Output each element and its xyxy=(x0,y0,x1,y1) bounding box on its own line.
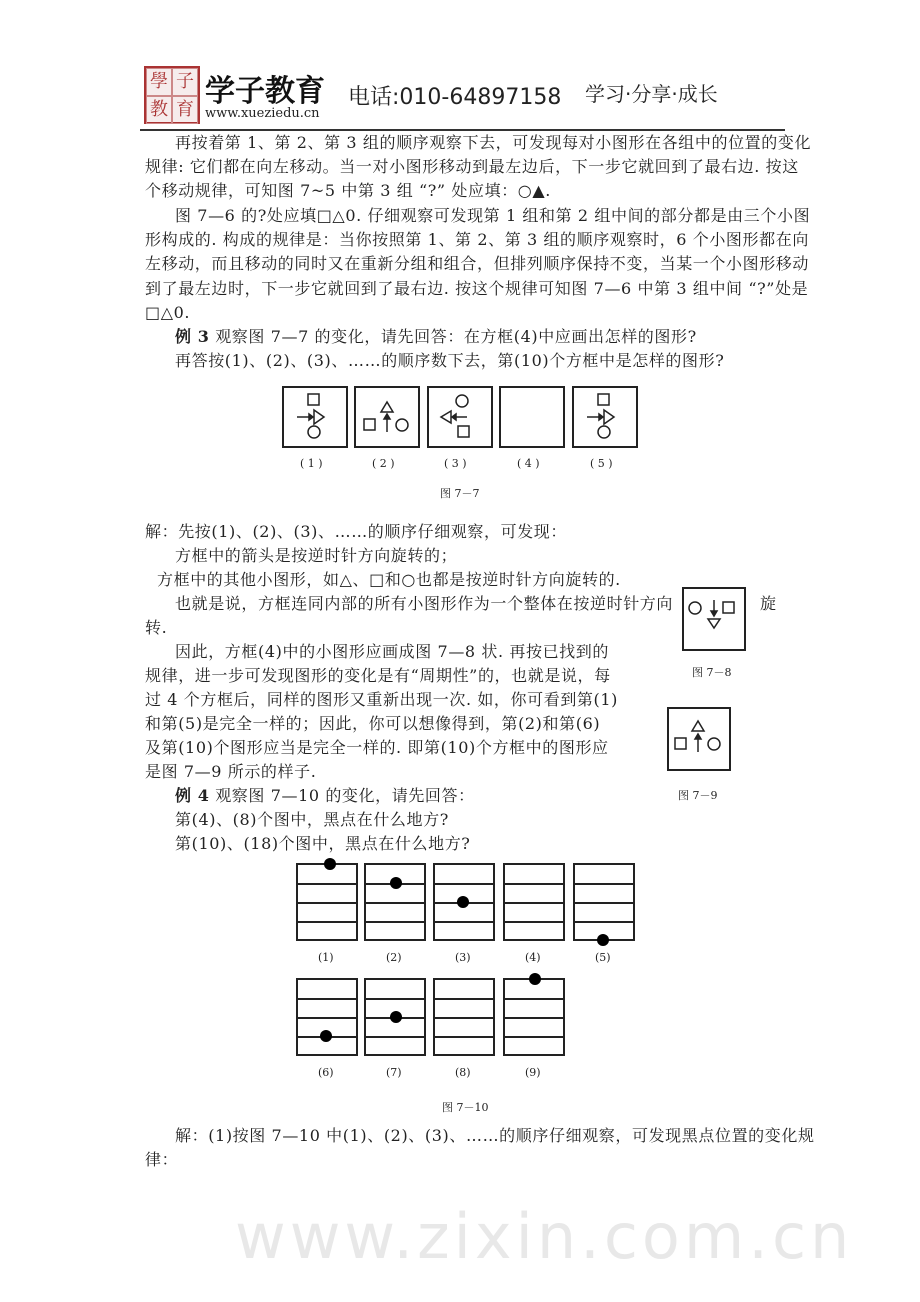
watermark: www.zixin.com.cn xyxy=(235,1200,854,1273)
fig78-caption: 图 7－8 xyxy=(692,666,732,679)
logo-char: 教 xyxy=(146,96,172,124)
grid-line xyxy=(505,998,563,1000)
fig710-grid xyxy=(364,978,426,1056)
grid-line xyxy=(298,921,356,923)
text-line: 规律: 它们都在向左移动。当一对小图形移动到最左边后，下一步它就回到了最右边. 按这 xyxy=(145,157,799,176)
text-line: 图 7—6 的?处应填□△0. 仔细观察可发现第 1 组和第 2 组中间的部分都是由三个小图 xyxy=(175,206,811,225)
fig710-caption: 图 7－10 xyxy=(442,1101,489,1114)
black-dot xyxy=(529,973,541,985)
grid-line xyxy=(505,902,563,904)
text-line: 个移动规律，可知图 7~5 中第 3 组 “?” 处应填：○▲. xyxy=(145,181,551,200)
grid-line xyxy=(298,998,356,1000)
fig77-label: ( 3 ) xyxy=(444,457,467,470)
black-dot xyxy=(597,934,609,946)
logo-char: 育 xyxy=(172,96,198,124)
text-line: 方框中的箭头是按逆时针方向旋转的； xyxy=(175,546,458,565)
grid-line xyxy=(435,998,493,1000)
phone: 电话:010-64897158 xyxy=(348,85,562,110)
grid-line xyxy=(366,1036,424,1038)
fig77-box-2 xyxy=(355,387,419,447)
fig77-box-4 xyxy=(500,387,564,447)
fig77-box-5 xyxy=(573,387,637,447)
grid-line xyxy=(298,902,356,904)
black-dot xyxy=(320,1030,332,1042)
header-divider xyxy=(140,129,785,131)
text-line: 再按着第 1、第 2、第 3 组的顺序观察下去，可发现每对小图形在各组中的位置的变化 xyxy=(175,133,812,152)
figure-7-8 xyxy=(681,586,749,654)
text: 观察图 7—7 的变化，请先回答：在方框(4)中应画出怎样的图形? xyxy=(215,327,697,346)
text-line: 过 4 个方框后，同样的图形又重新出现一次. 如，你可看到第(1) xyxy=(145,690,618,709)
grid-line xyxy=(366,902,424,904)
text-line: 方框中的其他小图形，如△、□和○也都是按逆时针方向旋转的. xyxy=(157,570,621,589)
text-line: 形构成的. 构成的规律是：当你按照第 1、第 2、第 3 组的顺序观察时，6 个小图形都在向 xyxy=(145,230,809,249)
fig77-box-1 xyxy=(283,387,347,447)
logo-char: 子 xyxy=(172,68,198,96)
fig710-label: (3) xyxy=(455,951,471,964)
fig77-label: ( 2 ) xyxy=(372,457,395,470)
grid-line xyxy=(505,883,563,885)
black-dot xyxy=(390,1011,402,1023)
grid-line xyxy=(366,921,424,923)
brand-url: www.xueziedu.cn xyxy=(205,106,320,121)
fig710-grid xyxy=(503,978,565,1056)
fig77-caption: 图 7－7 xyxy=(440,487,480,500)
figure-7-7 xyxy=(280,384,640,452)
fig710-grid xyxy=(433,863,495,941)
fig77-box-3 xyxy=(428,387,492,447)
fig79-caption: 图 7－9 xyxy=(678,789,718,802)
text-line: 旋 xyxy=(760,594,777,613)
fig77-label: ( 1 ) xyxy=(300,457,323,470)
fig710-grid xyxy=(296,978,358,1056)
grid-line xyxy=(575,883,633,885)
fig710-label: (6) xyxy=(318,1066,334,1079)
grid-line xyxy=(435,921,493,923)
example-4-question xyxy=(175,786,475,806)
grid-line xyxy=(435,1017,493,1019)
text: 观察图 7—10 的变化，请先回答： xyxy=(215,786,475,805)
text-line: 也就是说，方框连同内部的所有小图形作为一个整体在按逆时针方向 xyxy=(175,594,674,613)
slogan: 学习·分享·成长 xyxy=(585,82,718,106)
black-dot xyxy=(390,877,402,889)
text-line: 律： xyxy=(145,1150,179,1169)
fig710-grid xyxy=(296,863,358,941)
text-line: 规律，进一步可发现图形的变化是有“周期性”的，也就是说，每 xyxy=(145,666,611,685)
fig710-grid xyxy=(573,863,635,941)
fig710-label: (7) xyxy=(386,1066,402,1079)
fig710-label: (8) xyxy=(455,1066,471,1079)
logo-char: 學 xyxy=(146,68,172,96)
grid-line xyxy=(575,902,633,904)
text-line: 和第(5)是完全一样的；因此，你可以想像得到，第(2)和第(6) xyxy=(145,714,601,733)
text-line: 到了最左边时，下一步它就回到了最右边. 按这个规律可知图 7—6 中第 3 组中间 “?”处是 xyxy=(145,279,809,298)
text-line: 及第(10)个图形应当是完全一样的. 即第(10)个方框中的图形应 xyxy=(145,738,609,757)
figure-7-9 xyxy=(666,706,734,774)
text-line: 转. xyxy=(145,618,168,637)
text-line: 左移动，而且移动的同时又在重新分组和组合，但排列顺序保持不变，当某一个小图形移动 xyxy=(145,254,810,273)
grid-line xyxy=(505,921,563,923)
text-line: 是图 7—9 所示的样子. xyxy=(145,762,317,781)
grid-line xyxy=(435,1036,493,1038)
brand-name: 学子教育 xyxy=(205,74,325,109)
grid-line xyxy=(298,883,356,885)
grid-line xyxy=(505,1017,563,1019)
example-label: 例 4 xyxy=(175,786,210,805)
fig710-label: (2) xyxy=(386,951,402,964)
grid-line xyxy=(298,1017,356,1019)
grid-line xyxy=(435,883,493,885)
fig710-label: (9) xyxy=(525,1066,541,1079)
fig710-grid xyxy=(433,978,495,1056)
grid-line xyxy=(505,1036,563,1038)
text-line: 第(10)、(18)个图中，黑点在什么地方? xyxy=(175,834,471,853)
text-line: □△0. xyxy=(145,303,191,322)
grid-line xyxy=(575,921,633,923)
fig710-grid xyxy=(364,863,426,941)
fig710-label: (5) xyxy=(595,951,611,964)
logo xyxy=(144,66,200,124)
text-line: 第(4)、(8)个图中，黑点在什么地方? xyxy=(175,810,449,829)
text-line: 解：先按(1)、(2)、(3)、……的顺序仔细观察，可发现： xyxy=(145,522,567,541)
fig710-grid xyxy=(503,863,565,941)
text-line: 解：(1)按图 7—10 中(1)、(2)、(3)、……的顺序仔细观察，可发现黑点位置的变化规 xyxy=(175,1126,815,1145)
example-3-question xyxy=(175,327,697,347)
black-dot xyxy=(457,896,469,908)
text-line: 因此，方框(4)中的小图形应画成图 7—8 状. 再按已找到的 xyxy=(175,642,609,661)
fig77-label: ( 4 ) xyxy=(517,457,540,470)
example-label: 例 3 xyxy=(175,327,210,346)
fig77-label: ( 5 ) xyxy=(590,457,613,470)
fig710-label: (1) xyxy=(318,951,334,964)
grid-line xyxy=(366,998,424,1000)
fig710-label: (4) xyxy=(525,951,541,964)
black-dot xyxy=(324,858,336,870)
text-line: 再答按(1)、(2)、(3)、……的顺序数下去，第(10)个方框中是怎样的图形? xyxy=(175,351,725,370)
